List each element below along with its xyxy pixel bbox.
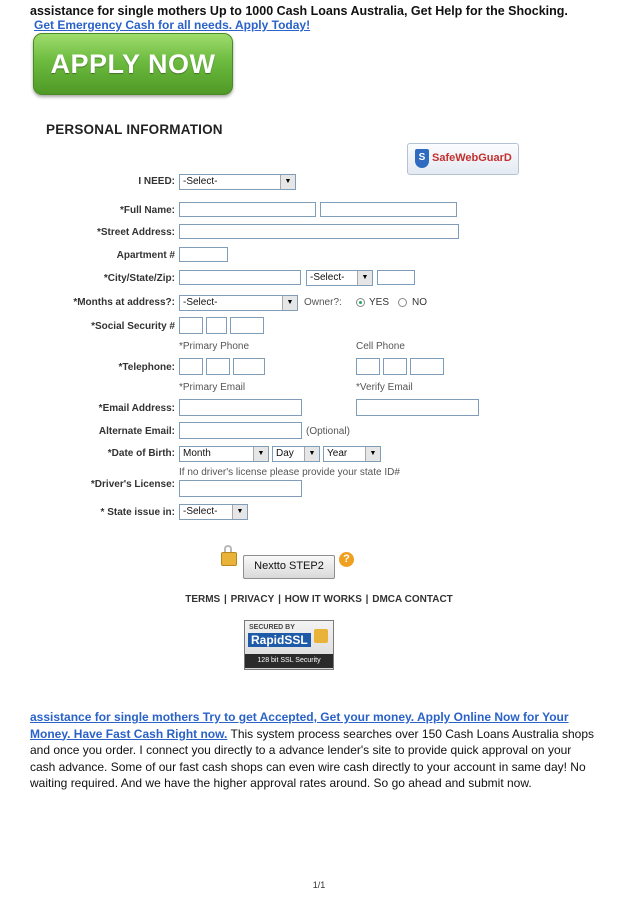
footer-separator: | (365, 594, 372, 605)
owner-yes-radio[interactable] (356, 298, 365, 307)
help-icon[interactable]: ? (339, 552, 354, 567)
state-select-value: -Select- (310, 272, 345, 283)
owner-no-label: NO (412, 297, 427, 308)
state-issue-select[interactable] (179, 504, 248, 520)
dob-day-value: Day (276, 448, 294, 459)
chevron-down-icon: ▼ (304, 447, 319, 461)
full-name-label: *Full Name: (119, 205, 175, 216)
zip-input[interactable] (377, 270, 415, 285)
bottom-link[interactable]: assistance for single mothers Try to get Accepted, Get your money. Apply Online Now for Your Money. Have Fast Cash Right now. (30, 710, 569, 741)
cell-phone-prefix-input[interactable] (383, 358, 407, 375)
primary-phone-line-input[interactable] (233, 358, 265, 375)
verify-email-label: *Verify Email (356, 382, 413, 393)
emergency-cash-link[interactable]: Get Emergency Cash for all needs. Apply Today! (34, 18, 311, 32)
alternate-email-input[interactable] (179, 422, 302, 439)
months-select[interactable] (179, 295, 298, 311)
primary-phone-prefix-input[interactable] (206, 358, 230, 375)
apartment-label: Apartment # (116, 250, 175, 261)
ssl-secured-by: SECURED BY (249, 624, 295, 631)
chevron-down-icon: ▼ (280, 175, 295, 189)
ssl-brand: RapidSSL (248, 633, 311, 647)
primary-email-input[interactable] (179, 399, 302, 416)
privacy-link[interactable]: PRIVACY (230, 594, 275, 605)
chevron-down-icon: ▼ (365, 447, 380, 461)
state-issue-select-value: -Select- (183, 506, 218, 517)
apartment-input[interactable] (179, 247, 228, 262)
street-address-label: *Street Address: (97, 227, 175, 238)
telephone-label: *Telephone: (118, 362, 175, 373)
dob-year-value: Year (327, 448, 348, 459)
city-state-zip-label: *City/State/Zip: (103, 273, 175, 284)
first-name-input[interactable] (179, 202, 316, 217)
state-select[interactable] (306, 270, 373, 286)
chevron-down-icon: ▼ (282, 296, 297, 310)
shield-icon: S (415, 149, 429, 168)
street-address-input[interactable] (179, 224, 459, 239)
drivers-license-label: *Driver's License: (90, 479, 175, 490)
chevron-down-icon: ▼ (232, 505, 247, 519)
months-select-value: -Select- (183, 297, 218, 308)
dob-month-select[interactable] (179, 446, 269, 462)
verify-email-input[interactable] (356, 399, 479, 416)
apply-now-button[interactable]: APPLY NOW (33, 33, 233, 95)
last-name-input[interactable] (320, 202, 457, 217)
state-issue-label: * State issue in: (100, 507, 175, 518)
cell-phone-line-input[interactable] (410, 358, 444, 375)
email-address-label: *Email Address: (98, 403, 175, 414)
dob-year-select[interactable] (323, 446, 381, 462)
license-note: If no driver's license please provide your state ID# (179, 467, 400, 478)
safewebguard-text: SafeWebGuarD (432, 152, 512, 164)
next-step-button[interactable]: Nextto STEP2 (243, 555, 335, 579)
padlock-icon (314, 629, 328, 643)
primary-phone-label: *Primary Phone (179, 341, 250, 352)
owner-label: Owner?: (304, 297, 342, 308)
optional-note: (Optional) (306, 426, 350, 437)
city-input[interactable] (179, 270, 301, 285)
rapidssl-badge (244, 620, 334, 670)
i-need-select[interactable] (179, 174, 296, 190)
cell-phone-label: Cell Phone (356, 341, 405, 352)
ssn-label: *Social Security # (91, 321, 175, 332)
dob-day-select[interactable] (272, 446, 320, 462)
terms-link[interactable]: TERMS (185, 594, 221, 605)
primary-phone-area-input[interactable] (179, 358, 203, 375)
i-need-select-value: -Select- (183, 176, 218, 187)
page-number: 1/1 (312, 880, 326, 890)
ssl-security-level: 128 bit SSL Security (245, 654, 333, 668)
bottom-paragraph (30, 709, 598, 792)
footer-links (0, 594, 638, 605)
ssn-part3-input[interactable] (230, 317, 264, 334)
footer-separator: | (224, 594, 230, 605)
owner-yes-label: YES (369, 297, 390, 308)
page-title: assistance for single mothers Up to 1000 Cash Loans Australia, Get Help for the Shocking. (30, 4, 568, 18)
i-need-label: I NEED: (138, 176, 175, 187)
dmca-contact-link[interactable]: DMCA CONTACT (372, 594, 453, 605)
ssn-part2-input[interactable] (206, 317, 227, 334)
cell-phone-area-input[interactable] (356, 358, 380, 375)
ssn-part1-input[interactable] (179, 317, 203, 334)
how-it-works-link[interactable]: HOW IT WORKS (284, 594, 362, 605)
alternate-email-label: Alternate Email: (98, 426, 175, 437)
primary-email-label: *Primary Email (179, 382, 246, 393)
owner-no-radio[interactable] (398, 298, 407, 307)
chevron-down-icon: ▼ (357, 271, 372, 285)
months-at-address-label: *Months at address?: (73, 297, 175, 308)
drivers-license-input[interactable] (179, 480, 302, 497)
bottom-body-text: This system process searches over 150 Cash Loans Australia shops and once you order. I connect you directly to a advance lender's site to provide quick approval on your cash advance. Some of our fast cash shops can even wire cash directly to your account in same day! No waiting required. And we have the higher approval rates around. So go ahead and submit now. (30, 726, 595, 790)
footer-separator: | (278, 594, 284, 605)
dob-label: *Date of Birth: (107, 448, 175, 459)
safewebguard-badge (407, 143, 519, 175)
chevron-down-icon: ▼ (253, 447, 268, 461)
lock-icon (221, 552, 237, 566)
section-title: PERSONAL INFORMATION (46, 122, 223, 137)
dob-month-value: Month (183, 448, 211, 459)
